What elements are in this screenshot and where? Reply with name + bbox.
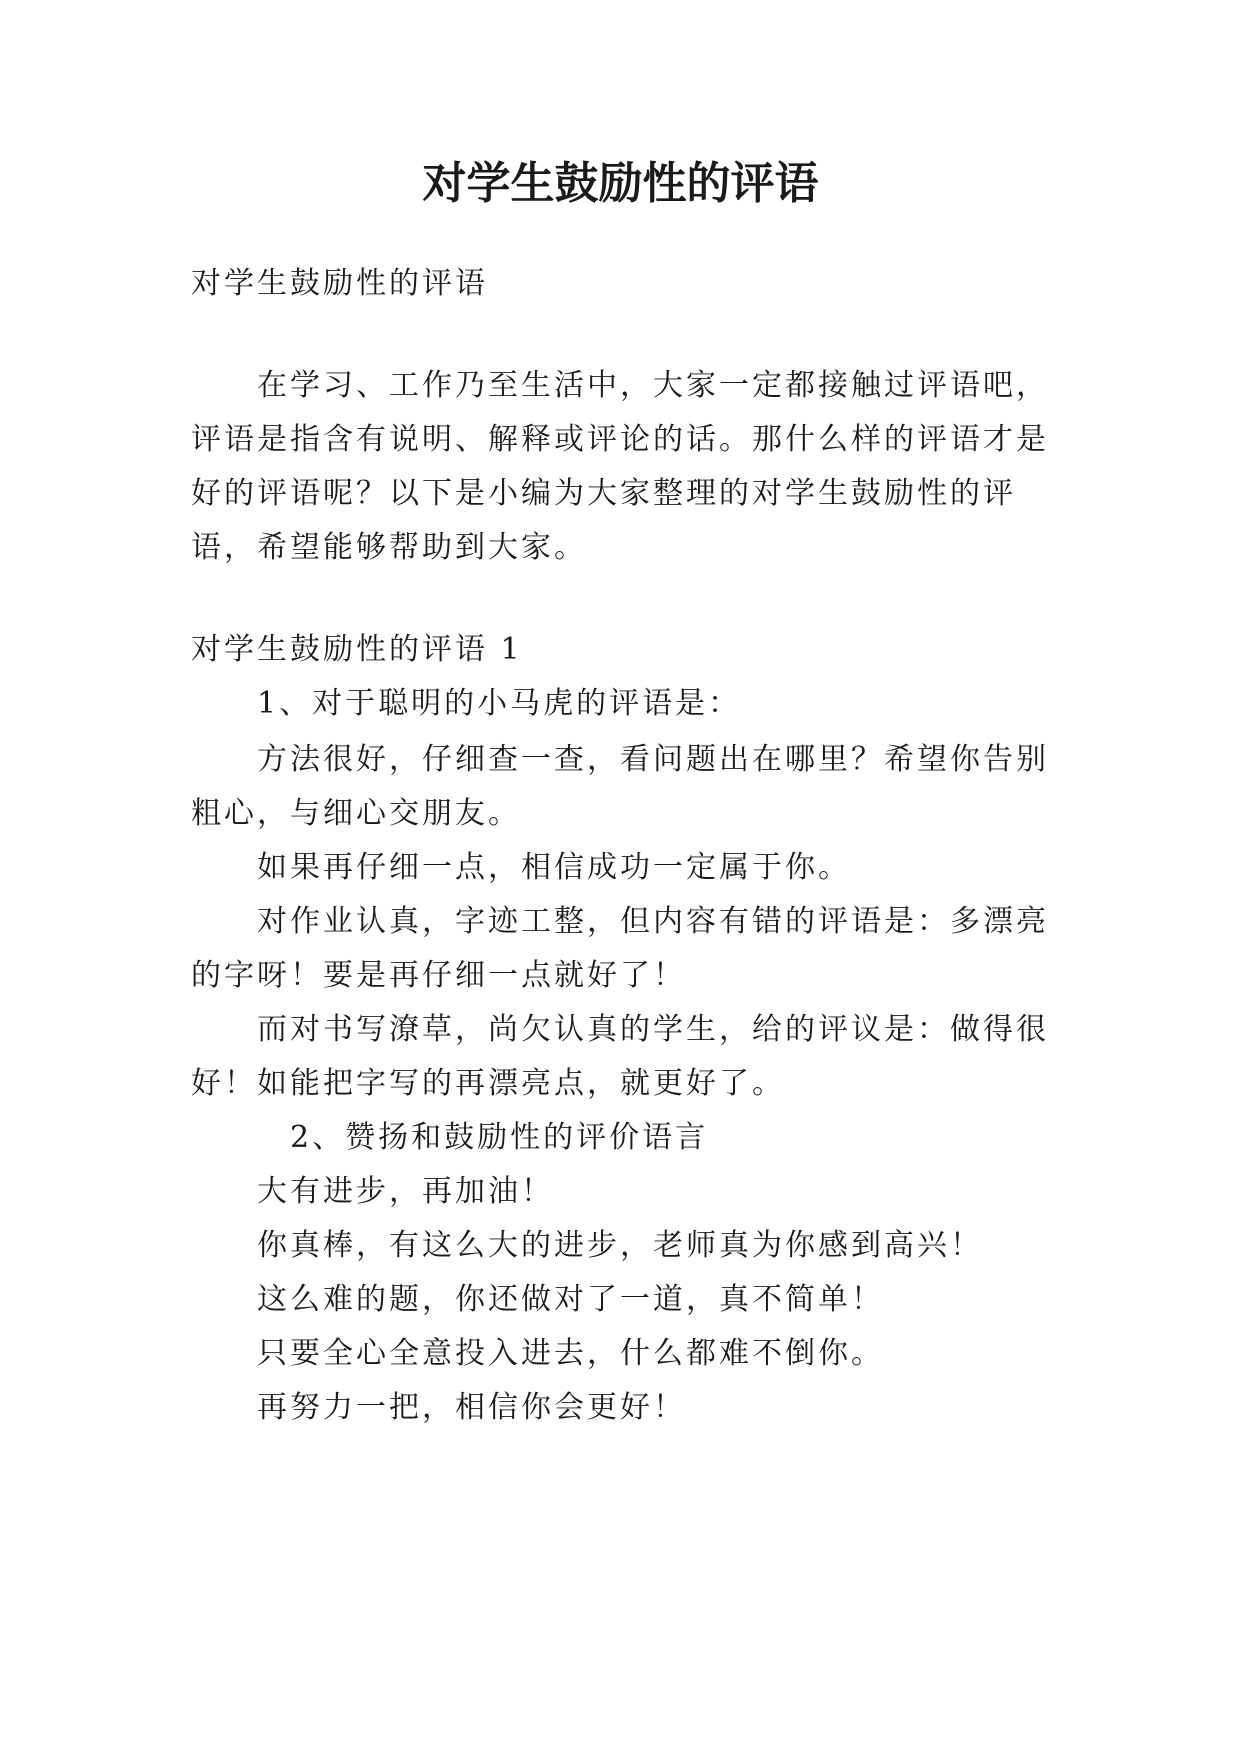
intro-line: 好的评语呢？以下是小编为大家整理的对学生鼓励性的评: [191, 476, 1016, 511]
item-heading: 1、对于聪明的小马虎的评语是：: [257, 686, 742, 721]
item-line: 的字呀！要是再仔细一点就好了！: [191, 958, 686, 993]
item-line: 你真棒，有这么大的进步，老师真为你感到高兴！: [257, 1228, 983, 1263]
item-line: 粗心，与细心交朋友。: [191, 796, 521, 831]
document-subtitle: 对学生鼓励性的评语: [191, 266, 488, 301]
document-title: 对学生鼓励性的评语: [422, 158, 819, 209]
intro-line: 语，希望能够帮助到大家。: [191, 530, 587, 565]
item-line: 大有进步，再加油！: [257, 1174, 554, 1209]
item-heading: 2、赞扬和鼓励性的评价语言: [290, 1120, 709, 1155]
item-line: 而对书写潦草，尚欠认真的学生，给的评议是：做得很: [257, 1012, 1049, 1047]
item-line: 只要全心全意投入进去，什么都难不倒你。: [257, 1336, 884, 1371]
item-line: 好！如能把字写的再漂亮点，就更好了。: [191, 1066, 785, 1101]
item-line: 如果再仔细一点，相信成功一定属于你。: [257, 850, 851, 885]
intro-line: 评语是指含有说明、解释或评论的话。那什么样的评语才是: [191, 422, 1049, 457]
intro-line: 在学习、工作乃至生活中，大家一定都接触过评语吧，: [257, 368, 1049, 403]
item-line: 方法很好，仔细查一查，看问题出在哪里？希望你告别: [257, 742, 1049, 777]
item-line: 再努力一把，相信你会更好！: [257, 1390, 686, 1425]
item-line: 这么难的题，你还做对了一道，真不简单！: [257, 1282, 884, 1317]
section-heading: 对学生鼓励性的评语 1: [191, 632, 523, 667]
item-line: 对作业认真，字迹工整，但内容有错的评语是：多漂亮: [257, 904, 1049, 939]
